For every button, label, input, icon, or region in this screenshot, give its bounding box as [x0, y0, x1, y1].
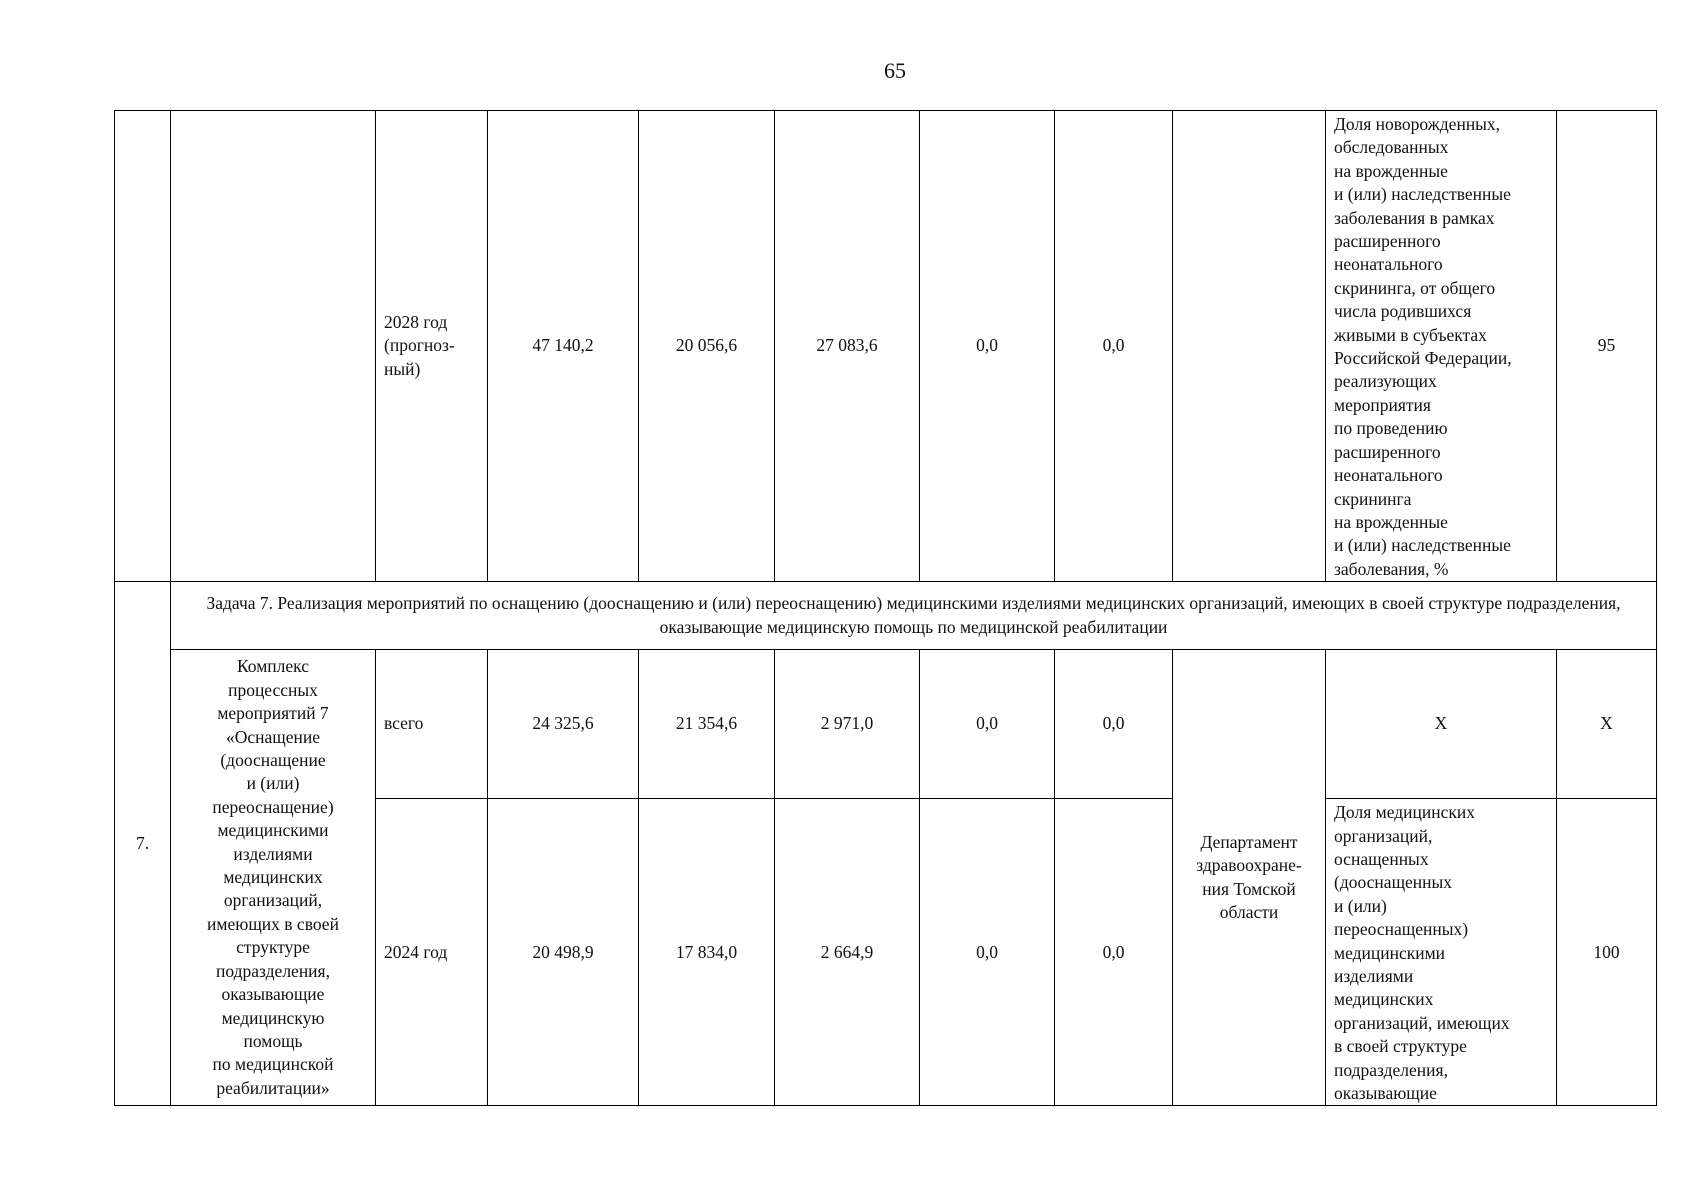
period-cell: 2024 год [376, 799, 488, 1106]
period-cell: всего [376, 650, 488, 799]
table-row-2028 [115, 111, 1657, 582]
activity-cell [171, 111, 376, 582]
federal-budget-cell: 21 354,6 [639, 650, 775, 799]
regional-budget-cell: 2 971,0 [775, 650, 920, 799]
federal-budget-cell: 17 834,0 [639, 799, 775, 1106]
table-row-total [115, 650, 1657, 799]
regional-budget-cell: 2 664,9 [775, 799, 920, 1106]
local-budget-cell: 0,0 [920, 111, 1055, 582]
indicator-cell: Доля новорожденных, обследованных на врожденные и (или) наследственные заболевания в рамках расширенного неонатального скрининга, от общего числа родившихся живыми в субъектах Российской Федерации, реализующих мероприятия по проведению расширенного неонатального скрининга на врожденные и (или) наследственные заболевания, % [1326, 111, 1557, 582]
extrabudgetary-cell: 0,0 [1055, 799, 1173, 1106]
target-value-cell: 100 [1557, 799, 1657, 1106]
task-7-header-row [115, 582, 1657, 650]
total-cell: 24 325,6 [488, 650, 639, 799]
row-number-cell [115, 111, 171, 582]
local-budget-cell: 0,0 [920, 799, 1055, 1106]
executor-cell [1173, 111, 1326, 582]
extrabudgetary-cell: 0,0 [1055, 650, 1173, 799]
page-number: 65 [884, 58, 906, 83]
total-cell: 47 140,2 [488, 111, 639, 582]
period-cell: 2028 год (прогноз- ный) [376, 111, 488, 582]
federal-budget-cell: 20 056,6 [639, 111, 775, 582]
extrabudgetary-cell: 0,0 [1055, 111, 1173, 582]
target-value-cell: Х [1557, 650, 1657, 799]
target-value-cell: 95 [1557, 111, 1657, 582]
task-title-cell: Задача 7. Реализация мероприятий по оснащению (дооснащению и (или) переоснащению) медицинскими изделиями медицинских организаций, имеющих в своей структуре подразделения, оказывающие медицинскую помощь по медицинской реабилитации [171, 582, 1657, 650]
indicator-cell: Доля медицинских организаций, оснащенных (дооснащенных и (или) переоснащенных) медицинскими изделиями медицинских организаций, имеющих в своей структуре подразделения, оказывающие [1326, 799, 1557, 1106]
executor-cell: Департамент здравоохране- ния Томской области [1173, 650, 1326, 1106]
complex-activity-cell: Комплекс процессных мероприятий 7 «Оснащение (дооснащение и (или) переоснащение) медицинскими изделиями медицинских организаций, имеющих в своей структуре подразделения, оказывающие медицинскую помощь по медицинской реабилитации» [171, 650, 376, 1106]
total-cell: 20 498,9 [488, 799, 639, 1106]
budget-table [114, 110, 1657, 1106]
task-number-cell: 7. [115, 582, 171, 1106]
indicator-cell: Х [1326, 650, 1557, 799]
regional-budget-cell: 27 083,6 [775, 111, 920, 582]
local-budget-cell: 0,0 [920, 650, 1055, 799]
